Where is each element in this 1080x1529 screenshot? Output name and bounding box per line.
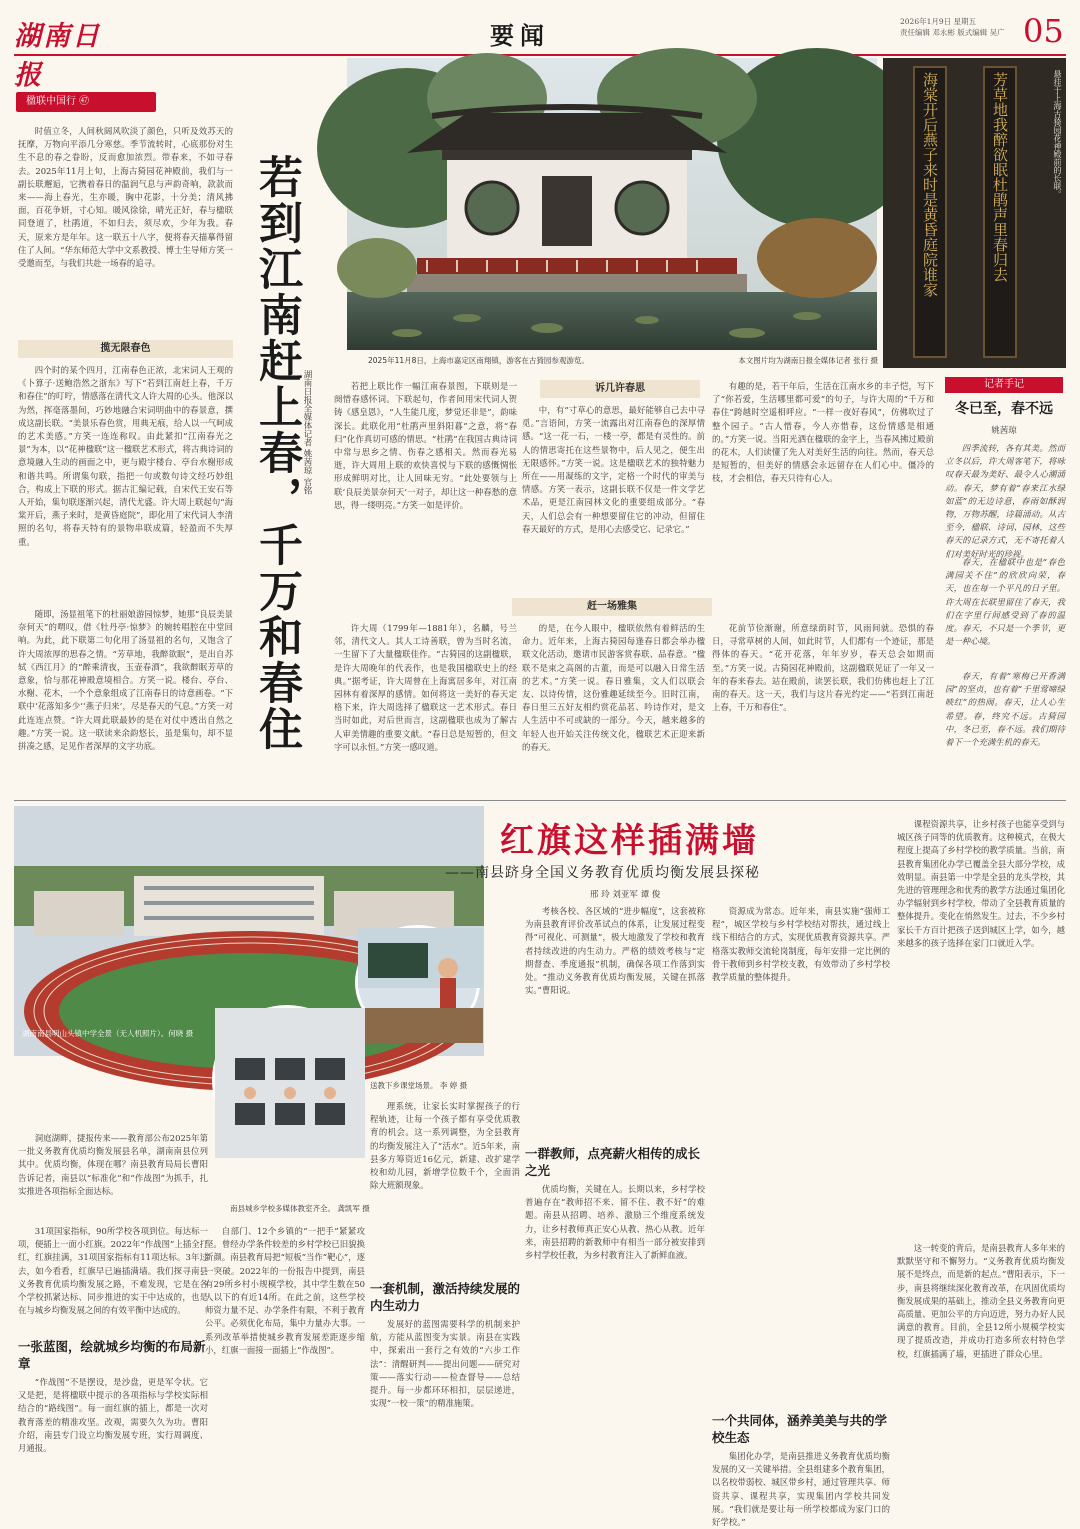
article-col-6: 许大周（1799年—1881年），名麟，号兰邻，清代文人。其人工诗善联，曾为当时名流，一生留下了大量楹联佳作。“古猗园的这副楹联，是许大周晚年的代表作，也是我国楹联史上的经典。”据考证，许大周曾在上海寓居多年，对江南园林有着深厚的感情。如何将这一美好的春天定格下来，许大周选择了楹联这一艺术形式。春日当时如此，对后世而言，这副楹联也成为了解古人审美情趣的重要文献。“春日总是短暂的，但文字可以永恒。”方笑一感叹道。 <box>334 623 517 752</box>
page-number: 05 <box>1023 12 1064 50</box>
article-col-3: 若把上联比作一幅江南春景图，下联则是一阕惜春感怀词。下联起句，作者间用宋代词人贺铸《感皇恩》，“人生能几度，梦觉还非是”，韵味深长。此联化用“杜鹃声里斜阳暮”之意，将“春归”化作真切可感的情思。“杜鹃”在我国古典诗词中常与思乡之情、伤春之感相关。然而春光易逝，许大周用上联的欢快喜悦与下联的感慨惆怅形成鲜明对比，让人回味无穷。“此处要领与上联‘良辰美景奈何天’一对子，却让这一种春愁的意思，得一缕明亮。”方笑一如是评价。 <box>334 381 517 510</box>
couplet-board-right <box>983 66 1017 358</box>
reporter-note-body-1: 四季流转，各有其美。然而立冬以后，许大周客笔下，将咏叹春天最为美好、最令人心潮涌动。春天，梦有着“春来江水绿如蓝”的无边诗意，春雨如酥润物，万物苏醒，诗篇涌动。从古至今，楹联、诗词、园林，这些春天的记录方式，无不寄托着人们对美好时光的珍视。 <box>945 443 1065 559</box>
couplet-board-left <box>913 66 947 358</box>
newspaper-logo: 湖南日报 <box>14 21 101 91</box>
feature-col-e2: 集团化办学，是南县推进义务教育优质均衡发展的又一关键举措。全县组建多个教育集团，以名校带弱校、城区带乡村，通过管理共享、师资共享、课程共享，实现集团内学校共同发展。“我们就是要让每一所学校都成为家门口的好学校。” <box>712 1451 890 1528</box>
issue-date: 2026年1月9日 星期五 <box>900 17 977 26</box>
reporter-note-author: 姚茜琼 <box>991 426 1017 436</box>
garden-photo <box>347 58 877 350</box>
feature-headline: 红旗这样插满墙 <box>500 821 759 861</box>
feature-col-c2: 发展好的蓝图需要科学的机制来护航，方能从蓝图变为实景。南县在实践中，探索出一套行之有效的“六步工作法”：清醒研判——提出问题——研究对策——落实行动——检查督导——总结提升。每一步都环环相扣，层层递进，实现“一校一策”的精准施策。 <box>370 1319 520 1409</box>
article-intro: 时值立冬，人间秋阔风吹淡了颜色，只听及效苏天的抚摩，万物向平添几分寒慈。季节流转时，心底那份对生生不息的春之眷盼，反而愈加浓烈。带春来，不如寻春去。2025年11月上旬，上海古猗园花神殿前，我们与一副长联邂逅，它携着春日的温润气息与声韵奇响，款款而来——海上春光，生亦暖，胸中花影，十分美；清风拂面，百花争妍，寸心知。暖风徐徐，晴光正好，春与楹联同登道了，杜鹃道，不如归去，须尽欢，少年为我。春天，原来方是年年。这一联五十八字，便将春天描摹得留住了人间。“华东师范大学中文系教授、博士生导师方笑一受邀而至，与我们共赴一场春的追寻。 <box>18 126 233 269</box>
reporter-note-body-2: 春天，在楹联中也是“春色满园关不住”的欣欣向荣，春天，也在每一个平凡的日子里。许大周在长联里留住了春天，我们在字里行间感受到了春的温度。春天，不只是一个季节，更是一种心境。 <box>945 557 1065 647</box>
feature-col-b: 自部门、12个乡镇的“一把手”紧紧攻坚。曾经办学条件较差的乡村学校已旧貌换新颜。南县教育局把“短板”当作“靶心”，逐一突破。2022年的一份报告中提到，南县有29所乡村小规模学校，其中学生数在50人以下的有近14所。在此之前，这些学校师资力量不足、办学条件有限，不利于教育公平。必须优化布局，集中力量办大事。一系列改革举措使城乡教育发展差距逐步缩小，红旗一面接一面插上“作战图”。 <box>205 1226 365 1355</box>
reporter-note-body-3: 春天，有着“寒梅已开香满园”的坚贞，也有着“千里莺啼绿映红”的热闹。春天，让人心生希望。春，终究不远。古猗园中，冬已至，春不远。我们期待着下一个充满生机的春天。 <box>945 671 1065 748</box>
section-divider <box>14 800 1066 801</box>
couplet-left-text: 海棠开后燕子来时是黄昏庭院谁家 <box>921 72 939 297</box>
couplet-photo <box>883 58 1066 368</box>
column-tag: 楹联中国行 ㊼ <box>16 92 156 112</box>
editor-credits: 责任编辑 邓永彬 版式编辑 吴广 <box>900 28 1005 37</box>
feature-col-d: 考核各校、各区域的“进步幅度”，这套被称为南县教育评价改革试点的体系，让发展过程变得“可视化、可测量”，极大地激发了学校和教育者持续改进的内生动力。严格的绩效考核与“定期督查、季度通报”机制，确保各项工作落到实处。“推动义务教育优质均衡发展，关键在抓落实。”曹阳说。 <box>525 906 705 996</box>
section-title: 要闻 <box>490 21 550 50</box>
header-rule <box>14 54 1066 56</box>
feature-col-e: 资源成为常态。近年来，南县实施“强师工程”，城区学校与乡村学校结对帮扶，通过线上线下相结合的方式，实现优质教育资源共享。严格落实教师交流轮岗制度，每年安排一定比例的骨干教师到乡村学校支教，有效带动了乡村学校教学质量的整体提升。 <box>712 906 890 983</box>
classroom-photo-round <box>355 925 480 1040</box>
article-col-4: 中，有“寸草心的意思，最好能够自己去中寻觅。”言语间，方笑一流露出对江南春色的深厚情感。“这一花一石，一楼一亭，都是有灵性的。前人的情思寄托在这些景物中，后人见之，便生出无限感怀。”方笑一说。这是楹联艺术的独特魅力所在——用凝练的文字，定格一个时代的审美与情感。方笑一表示，这副长联不仅是一件文学艺术品，更是江南园林文化的重要组成部分。“春天，人们总会有一种想要留住它的冲动，但留住春天最好的方式，是用心去感受它、记录它。” <box>522 405 705 534</box>
feature-heading-e: 一个共同体，涵养美美与共的学校生态 <box>712 1413 888 1445</box>
feature-byline: 邢 玲 刘亚军 谭 俊 <box>590 890 661 900</box>
reporter-note-tag: 记者手记 <box>945 377 1063 393</box>
garden-pavilion-illustration <box>347 58 877 350</box>
article-col-2: 随即，汤显祖笔下的杜丽娘游园惊梦，她那“良辰美景奈何天”的喟叹，借《牡丹亭·惊梦》的婉转唱腔在中堂回响。为此，此下联第二句化用了汤显祖的名句，又饱含了许大周浓厚的思春之情。“芳草地，我醉欲眠”，是出自苏轼《西江月》的“醉乘清夜，玉壶春酒”，我欲醉眠芳草的意象，恰与那花神殿意境相合。方笑一说。楼台、亭台、水榭、花木，一个个意象组成了江南春日的诗意画卷。“下联中‘花落知多少’‘燕子归来’，尽是春天的气息。”方笑一对此连连点赞。“许大周此联最妙的是在对仗中透出自然之趣。”方笑一说。这一联读来余韵悠长，虽是集句，却不显拼凑之感，足见作者深厚的文字功底。 <box>18 609 233 752</box>
reporter-note-title: 冬已至，春不远 <box>955 401 1053 417</box>
feature-col-f: 课程资源共享，让乡村孩子也能享受到与城区孩子同等的优质教育。这种模式，在极大程度上提高了乡村学校的教学质量。当前，南县教育集团化办学已覆盖全县大部分学校，成效明显。南县第一中学是全县的龙头学校，其先进的管理理念和优秀的教学方法通过集团化办学辐射到乡村学校，带动了全县教育质量的整体提升。变化在悄然发生。过去，不少乡村家长千方百计把孩子送到城区上学，如今，越来越多的孩子选择在家门口就近入学。 <box>897 819 1065 948</box>
feature-col-a: 31项国家指标，90所学校各项到位。每达标一项，便插上一面小红旗。2022年“作战图”上插全打红，红旗挂满，31项国家指标有11项达标。3年过去，如今看看，红旗早已遍插满墙。我们探寻南县义务教育优质均衡发展之路，不难发现，它是在各个学校抓紧达标、同步推进的实干中达成的，也是在与城乡均衡发展之间的有效平衡中达成的。 <box>18 1226 208 1316</box>
subheading-2: 诉几许春思 <box>540 380 700 398</box>
article-col-7: 的是，在今人眼中，楹联依然有着鲜活的生命力。近年来，上海古猗园每逢春日都会举办楹联文化活动，邀请市民游客赏春联、品春意。“楹联不是束之高阁的古董，而是可以融入日常生活的艺术。”方笑一说。春日雅集，文人们以联会友、以诗传情，这份雅趣延续至今。旧时江南，春日里三五好友相约赏花品茗、吟诗作对，是文人生活中不可或缺的一部分。今天，越来越多的年轻人也开始关注传统文化，楹联艺术正迎来新的春天。 <box>522 623 705 752</box>
article-byline: 湖南日报全媒体记者 姚茜琼 官铭 <box>302 370 312 495</box>
subheading-3: 赶一场雅集 <box>512 598 712 616</box>
header-meta <box>900 16 1005 38</box>
subheading-1: 揽无限春色 <box>18 340 233 358</box>
feature-col-f2: 这一转变的背后，是南县教育人多年来的默默坚守和不懈努力。“义务教育优质均衡发展不是终点，而是新的起点。”曹阳表示，下一步，南县将继续深化教育改革，在巩固优质均衡发展成果的基础上，推动全县义务教育向更高质量、更加公平的方向迈进，努力办好人民满意的教育。目前，全县12所小规模学校实现了提质改造，并成功打造多所农村特色学校，红旗插满了墙，更插进了群众心里。 <box>897 1243 1065 1359</box>
school-photo-caption: 湖南南县明山头镇中学全景（无人机照片）。何晓 摄 <box>22 1029 194 1038</box>
photo-credit: 本文图片均为湖南日报全媒体记者 张行 摄 <box>738 356 878 365</box>
article-col-5: 有趣的是，若干年后，生活在江南水乡的丰子恺，写下了“你若爱，生活哪里都可爱”的句子，与许大周的“千万和春住”跨越时空遥相呼应。“一样一夜好春风”，仿佛吹过了整个园子。“古人惜春，今人亦惜春，这份情感是相通的。”方笑一说。当阳光洒在楹联的金字上，当春风拂过殿前的花木，人们读懂了先人对美好生活的向往。然而，春天总是短暂的，但美好的情感会永远留存在人们心中。僵冷的枝，才会相信，春天只待有心人。 <box>712 381 934 484</box>
feature-col-d2: 优质均衡，关键在人。长期以来，乡村学校普遍存在“教师招不来、留不住、教不好”的难题。南县从招聘、培养、激励三个维度系统发力，让乡村教师真正安心从教、热心从教。近年来，南县招聘的新教师中有相当一部分被安排到乡村学校任教，为乡村教育注入了新鲜血液。 <box>525 1184 705 1261</box>
main-photo-caption: 2025年11月8日，上海市嘉定区南翔镇，游客在古猗园参观游览。 <box>368 356 589 365</box>
feature-heading-d: 一群教师，点亮薪火相传的成长之光 <box>525 1146 701 1178</box>
feature-subtitle: ——南县跻身全国义务教育优质均衡发展县探秘 <box>445 865 760 881</box>
couplet-caption: 悬挂于上海古猗园花神殿前的长联。 <box>1053 70 1062 198</box>
feature-lead: 洞庭湖畔，捷报传来——教育部公布2025年第一批义务教育优质均衡发展县名单，湖南南县位列其中。优质均衡，体现在哪？南县教育局局长曹阳告诉记者，南县以“标准化”和“作战图”为抓手，扎实推进各项指标全面达标。 <box>18 1133 208 1196</box>
article-col-8: 花前节俭渐谢，所意绿荫时节，风雨间就。恐惧的春日，寻常草树的人间，如此时节，人们都有一个迹证，那是得体的春天。“花开花落，年年岁岁，春天总会如期而至。”方笑一说。古猗园花神殿前，这副楹联见证了一年又一年的春来春去。站在殿前，读罢长联，我们仿佛也赶上了江南的春天。这一天，我们与这片春光约定——“若到江南赶上春，千万和春住”。 <box>712 623 934 713</box>
article-headline: 若到江南赶上春，千万和春住 <box>251 154 302 752</box>
classroom-photo-caption: 送教下乡课堂场景。 李 婷 摄 <box>370 1081 468 1090</box>
feature-heading-c: 一套机制，激活持续发展的内生动力 <box>370 1281 521 1313</box>
computer-lab-illustration <box>215 1008 365 1158</box>
multimedia-room-photo <box>212 1005 362 1155</box>
multimedia-photo-caption: 南县城乡学校多媒体教室齐全。 龚凯军 摄 <box>230 1204 370 1213</box>
feature-col-a2: “作战图”不是摆设，是沙盘，更是军令状。它又是把，是将楹联中提示的各项指标与学校实际相结合的“路线图”。每一面红旗的插上，都是一次对教育落差的精准攻坚。改观，需要久久为功。曹阳介绍，南县专门设立均衡发展专班，实行周调度、月通报。 <box>18 1377 208 1454</box>
classroom-illustration <box>358 928 483 1043</box>
feature-col-c: 理系统，让家长实时掌握孩子的行程轨迹，让每一个孩子都有享受优质教育的机会。这一系列调整，为全县教育的均衡发展注入了“活水”。近5年来，南县多方筹资近16亿元，新建、改扩建学校和幼儿园，新增学位数千个，全面消除大班额现象。 <box>370 1101 520 1191</box>
article-col-1: 四个时的某个四月，江南春色正浓，北宋词人王观的《卜算子·送鲍浩然之浙东》写下“若到江南赶上春，千万和春住”的叮咛，情感落在清代文人许大周的心头。他深以为然，挥毫落墨间，巧妙地融合宋词明曲中的春景意，撰成这副长联。“美景乐春色赏，用典无痕，给人以一气呵成的艺术美感。”方笑一连连称叹。由此紧扣“江南春光之景”为本，以“花神楹联”这一楹联艺术形式，将古典诗词的意境融入生动的画面之中，更与殿宇楼台、亭台水榭形成和谐共鸣。所谓集句联，指把一句或数句诗文经巧妙组合，构成上下联的形式。据古汇编记载，自宋代王安石等人开始，集句联逐渐兴起，清代尤盛。许大周上联起句“海棠开后，燕子来时，是黄昏庭院”，即化用了宋代词人李清照的名句，将春天特有的景物串联成篇，轻盈而不失厚重。 <box>18 365 233 547</box>
feature-heading-a: 一张蓝图，绘就城乡均衡的布局新章 <box>18 1339 206 1371</box>
couplet-right-text: 芳草地我醉欲眠杜鹃声里春归去 <box>991 72 1009 282</box>
